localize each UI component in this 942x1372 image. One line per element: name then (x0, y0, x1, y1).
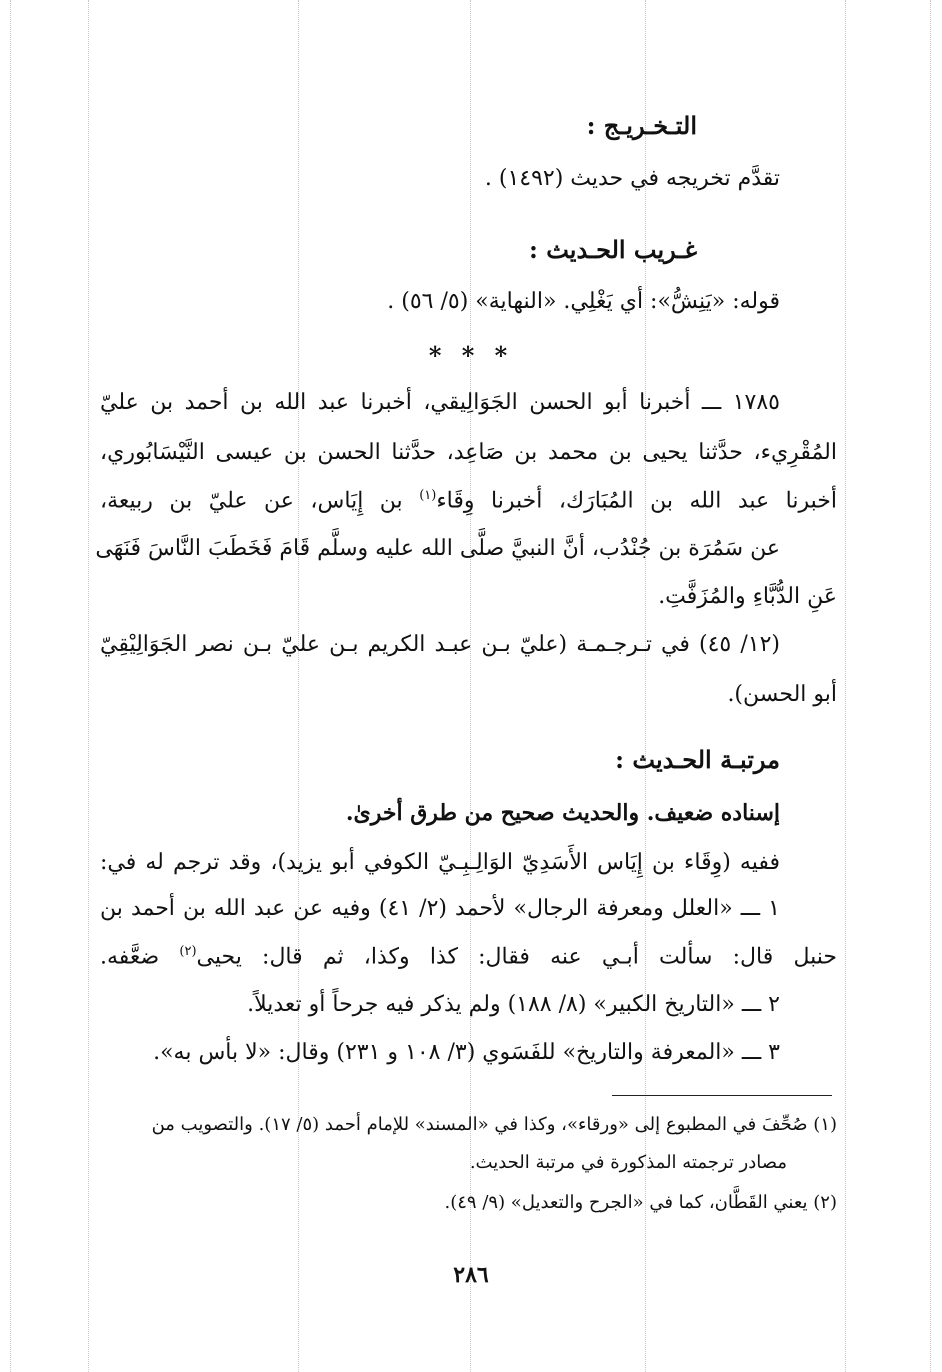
hadith-line-3-text: أخبرنا عبد الله بن المُبَارَك، أخبرنا وِقَاء (436, 488, 837, 514)
scan-guide-line (845, 0, 846, 1372)
footnote-ref-2: (٢) (179, 944, 197, 959)
martaba-line-5: ٣ ـــ «المعرفة والتاريخ» للفَسَوي (٣/ ١٠٨ و ٢٣١) وقال: «لا بأس به». (153, 1040, 780, 1065)
hadith-line-4: عن سَمُرَة بن جُنْدُب، أنَّ النبيَّ صلَّى الله عليه وسلَّم قَامَ فَخَطَبَ النَّاسَ فَنَهَى (95, 536, 780, 561)
footnote-1-line-1: (١) صُحِّفَ في المطبوع إلى «ورقاء»، وكذا في «المسند» للإمام أحمد (٥/ ١٧). والتصويب من (151, 1114, 837, 1135)
section-separator: * * * (428, 341, 514, 370)
page-number: ٢٨٦ (453, 1262, 489, 1288)
footnote-rule (612, 1095, 832, 1096)
hadith-line-3 (100, 488, 837, 515)
footnote-2: (٢) يعني القَطَّان، كما في «الجرح والتعديل» (٩/ ٤٩). (444, 1192, 837, 1213)
hadith-line-1: ١٧٨٥ ـــ أخبرنا أبو الحسن الجَوَالِيقي، أخبرنا عبد الله بن أحمد بن عليّ (100, 390, 780, 415)
martaba-line-3-text: حنبل قال: سألت أبـي عنه فقال: كذا وكذا، ثم قال: يحيى (196, 944, 837, 970)
hadith-line-5: عَنِ الدُّبَّاءِ والمُزَفَّتِ. (658, 584, 837, 609)
gharib-heading: غـريب الحـديث : (529, 235, 697, 264)
martaba-verdict: إسناده ضعيف. والحديث صحيح من طرق أخرىٰ. (345, 800, 780, 826)
martaba-heading: مرتبـة الحـديث : (615, 745, 780, 774)
hadith-line-2: المُقْرِيء، حدَّثنا يحيى بن محمد بن صَاعِد، حدَّثنا الحسن بن عيسى النَّيْسَابُوري، (100, 440, 837, 465)
scan-guide-line (930, 0, 931, 1372)
martaba-line-4: ٢ ـــ «التاريخ الكبير» (٨/ ١٨٨) ولم يذكر فيه جرحاً أو تعديلاً. (247, 992, 780, 1017)
martaba-line-3 (100, 944, 837, 971)
martaba-line-2: ١ ـــ «العلل ومعرفة الرجال» لأحمد (٢/ ٤١) وفيه عن عبد الله بن أحمد بن (100, 896, 780, 921)
takhrij-heading: التـخـريـج : (586, 111, 697, 140)
hadith-source-line-2: أبو الحسن). (727, 682, 837, 707)
hadith-source-line-1: (١٢/ ٤٥) في تـرجـمـة (عليّ بـن عبـد الكريم بـن عليّ بـن نصر الجَوَالِيْقِيّ (100, 632, 781, 657)
gharib-text: قوله: «يَنِشُّ»: أي يَغْلِي. «النهاية» (٥/ ٥٦) . (387, 289, 780, 314)
scan-guide-line (10, 0, 11, 1372)
footnote-1-line-2: مصادر ترجمته المذكورة في مرتبة الحديث. (469, 1152, 787, 1173)
scan-guide-line (88, 0, 89, 1372)
takhrij-text: تقدَّم تخريجه في حديث (١٤٩٢) . (484, 166, 780, 191)
footnote-ref-1: (١) (419, 488, 437, 503)
martaba-line-3-text-cont: ضعَّفه. (100, 944, 180, 970)
martaba-line-1: ففيه (وِقَاء بن إِيَاس الأَسَدِيّ الوَالِـبِـيّ الكوفي أبو يزيد)، وقد ترجم له في: (100, 850, 780, 875)
hadith-line-3-text-cont: بن إِيَاس، عن عليّ بن ربيعة، (100, 488, 420, 514)
